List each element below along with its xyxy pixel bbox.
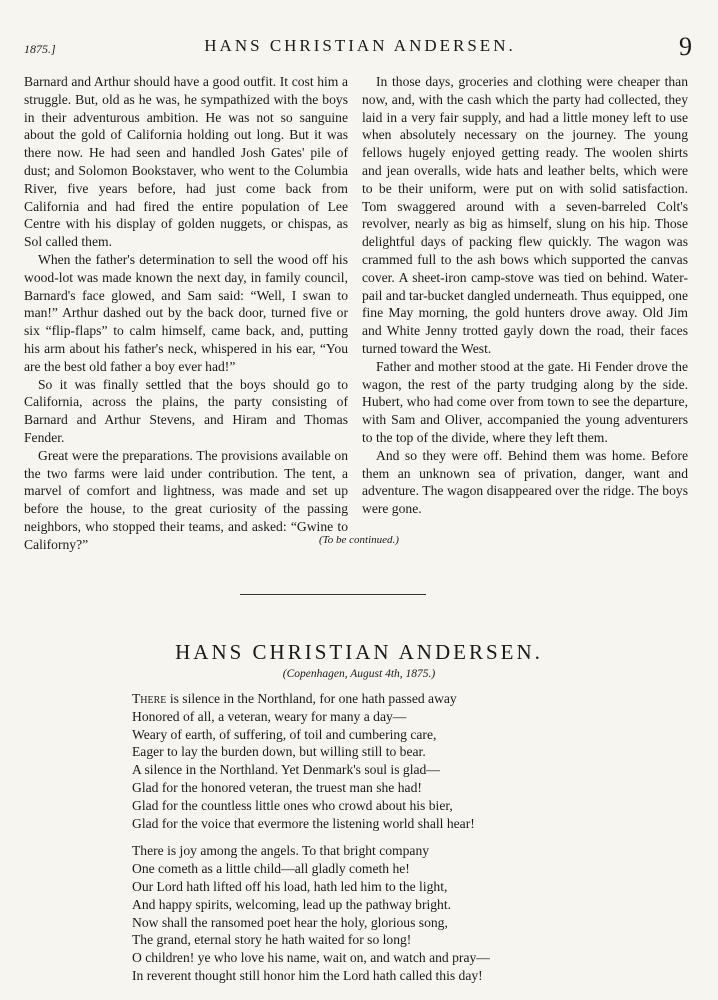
poem-line: O children! ye who love his name, wait on, and watch and pray— — [132, 950, 490, 966]
poem-line: Weary of earth, of suffering, of toil and cumbering care, — [132, 726, 437, 742]
paragraph: Great were the preparations. The provisions available on the two farms were laid under contribution. The tent, a marvel of comfort and lightness, was made and set up before the house, to the great curiosity of the passing neighbors, who stopped their teams, and asked: “Gwine to Californy?” — [24, 447, 348, 552]
paragraph: Barnard and Arthur should have a good outfit. It cost him a struggle. But, old as he was, he sympathized with the boys in their adventurous ambition. He was not so sanguine about the gold of California holding out long. But it was there now. He had seen and handled Josh Gates' pile of dust; and Solomon Bookstaver, who went to the Columbia River, five years before, had just come back from California and had fired the entire population of Lee Centre with his display of golden nuggets, or chispas, as Sol called them. — [24, 74, 348, 250]
header-year: 1875.] — [24, 42, 56, 56]
left-column — [24, 73, 348, 554]
poem-body — [132, 690, 572, 995]
poem-line: A silence in the Northland. Yet Denmark's soul is glad— — [132, 762, 440, 778]
drop-word: There — [132, 691, 167, 706]
poem-line: The grand, eternal story he hath waited for so long! — [132, 932, 412, 948]
poem-line: And happy spirits, welcoming, lead up the pathway bright. — [132, 896, 452, 912]
poem-line-text: is silence in the Northland, for one hath passed away — [169, 691, 457, 706]
page-number: 9 — [679, 32, 692, 61]
poem-line: In reverent thought still honor him the Lord hath called this day! — [132, 967, 483, 983]
paragraph: In those days, groceries and clothing were cheaper than now, and, with the cash which the party had collected, they laid in a very fair supply, and had a little money left to use when absolutely necessary on the journey. The young fellows hugely enjoyed getting ready. The woolen shirts and jean overalls, wide hats and leather belts, which were to be their uniform, were put on with solid satisfaction. Tom swaggered around with a seven-barreled Colt's revolver, nearly as big as himself, slung on his hip. Those delightful days of packing flew quickly. The wagon was crammed full to the ash bows which supported the canvas cover. A sheet-iron camp-stove was tied on behind. Water-pail and tar-bucket dangled underneath. Thus equipped, one fine May morning, the gold hunters drove away. Old Jim and White Jenny trotted gayly down the road, their faces turned toward the West. — [362, 74, 688, 356]
poem-line: Glad for the honored veteran, the truest man she had! — [132, 779, 422, 795]
running-head — [24, 34, 696, 64]
paragraph: When the father's determination to sell the wood off his wood-lot was made known the next day, in family council, Barnard's face glowed, and Sam said: “Well, I swan to man!” Arthur dashed out by the back door, turned five or six “flip-flaps” to calm himself, came back, and, putting his arm about his father's neck, whispered in his ear, “You are the best old father a boy ever had!” — [24, 251, 348, 374]
paragraph: Father and mother stood at the gate. Hi Fender drove the wagon, the rest of the party trudging along by the side. Hubert, who had come over from town to see the departure, with Sam and Oliver, accompanied the young adventurers to the top of the divide, where they left them. — [362, 358, 688, 445]
section-divider — [240, 594, 426, 595]
poem-line: Our Lord hath lifted off his load, hath led him to the light, — [132, 878, 448, 894]
header-title: HANS CHRISTIAN ANDERSEN. — [204, 36, 516, 55]
to-be-continued: (To be continued.) — [319, 534, 399, 546]
poem-line: Now shall the ransomed poet hear the holy, glorious song, — [132, 914, 448, 930]
paragraph: So it was finally settled that the boys should go to California, across the plains, the party consisting of Barnard and Arthur Stevens, and Hiram and Thomas Fender. — [24, 376, 348, 445]
right-column — [362, 73, 688, 518]
poem-line: Glad for the voice that evermore the listening world shall hear! — [132, 815, 475, 831]
poem-line — [132, 690, 572, 708]
poem-line: Glad for the countless little ones who crowd about his bier, — [132, 797, 453, 813]
paragraph: And so they were off. Behind them was home. Before them an unknown sea of privation, danger, want and adventure. The wagon disappeared over the ridge. The boys were gone. — [362, 447, 688, 517]
poem-stanza-2 — [132, 842, 572, 984]
poem-line: One cometh as a little child—all gladly cometh he! — [132, 861, 410, 877]
poem-stanza-1 — [132, 690, 572, 832]
poem-line: Honored of all, a veteran, weary for many a day— — [132, 708, 407, 724]
poem-title: HANS CHRISTIAN ANDERSEN. — [175, 640, 543, 664]
poem-line: There is joy among the angels. To that bright company — [132, 843, 430, 859]
poem-line: Eager to lay the burden down, but willing still to bear. — [132, 744, 426, 760]
poem-dateline: (Copenhagen, August 4th, 1875.) — [282, 668, 436, 680]
